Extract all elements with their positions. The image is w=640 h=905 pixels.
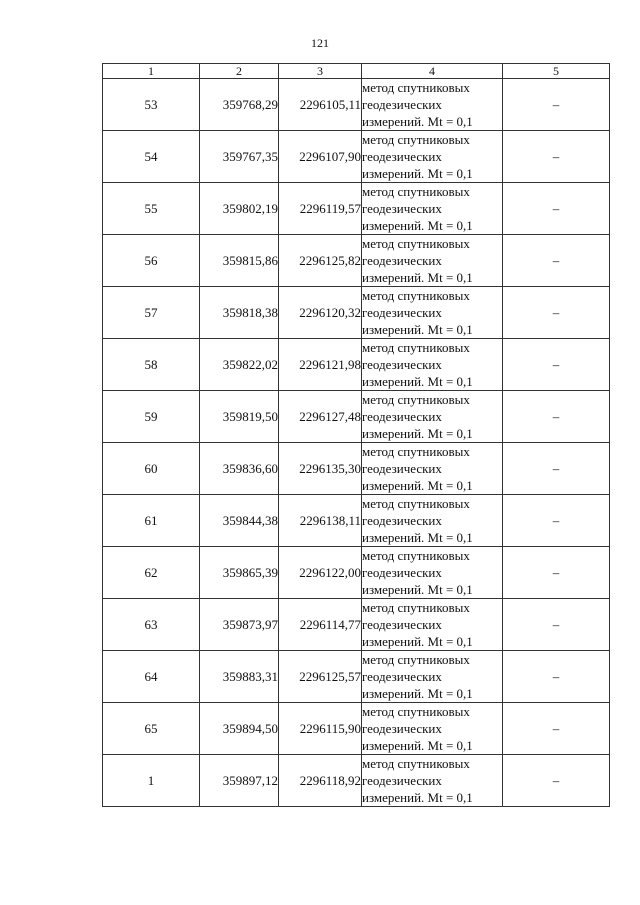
method-description-cell [362, 703, 503, 755]
coordinates-table [102, 63, 610, 807]
x-coordinate-cell: 359844,38 [200, 495, 279, 547]
method-description-line: геодезических [362, 305, 442, 320]
method-description-line: измерений. Mt = 0,1 [362, 426, 473, 441]
x-coordinate-cell: 359802,19 [200, 183, 279, 235]
point-number-cell: 56 [103, 235, 200, 287]
method-description-cell [362, 495, 503, 547]
method-description-line: измерений. Mt = 0,1 [362, 166, 473, 181]
note-cell: – [503, 547, 610, 599]
x-coordinate-cell: 359865,39 [200, 547, 279, 599]
x-coordinate-cell: 359767,35 [200, 131, 279, 183]
y-coordinate-cell: 2296125,57 [279, 651, 362, 703]
header-col-1: 1 [103, 64, 200, 79]
method-description-cell [362, 287, 503, 339]
point-number-cell: 54 [103, 131, 200, 183]
header-col-5: 5 [503, 64, 610, 79]
method-description-cell [362, 131, 503, 183]
note-cell: – [503, 495, 610, 547]
method-description-line: метод спутниковых [362, 184, 470, 199]
method-description-cell [362, 183, 503, 235]
method-description-line: измерений. Mt = 0,1 [362, 686, 473, 701]
method-description-line: измерений. Mt = 0,1 [362, 530, 473, 545]
method-description-line: геодезических [362, 461, 442, 476]
method-description-cell [362, 755, 503, 807]
method-description-line: метод спутниковых [362, 756, 470, 771]
method-description-line: метод спутниковых [362, 236, 470, 251]
header-col-4: 4 [362, 64, 503, 79]
method-description-line: измерений. Mt = 0,1 [362, 738, 473, 753]
table-row [103, 443, 610, 495]
y-coordinate-cell: 2296127,48 [279, 391, 362, 443]
point-number-cell: 60 [103, 443, 200, 495]
note-cell: – [503, 235, 610, 287]
method-description-line: измерений. Mt = 0,1 [362, 582, 473, 597]
table-row [103, 495, 610, 547]
y-coordinate-cell: 2296135,30 [279, 443, 362, 495]
table-row [103, 287, 610, 339]
method-description-line: геодезических [362, 253, 442, 268]
method-description-line: геодезических [362, 721, 442, 736]
method-description-line: метод спутниковых [362, 704, 470, 719]
table-row [103, 755, 610, 807]
header-col-2: 2 [200, 64, 279, 79]
point-number-cell: 59 [103, 391, 200, 443]
method-description-line: измерений. Mt = 0,1 [362, 634, 473, 649]
table-row [103, 339, 610, 391]
point-number-cell: 63 [103, 599, 200, 651]
table-row [103, 131, 610, 183]
x-coordinate-cell: 359897,12 [200, 755, 279, 807]
y-coordinate-cell: 2296114,77 [279, 599, 362, 651]
y-coordinate-cell: 2296122,00 [279, 547, 362, 599]
y-coordinate-cell: 2296138,11 [279, 495, 362, 547]
method-description-cell [362, 547, 503, 599]
y-coordinate-cell: 2296120,32 [279, 287, 362, 339]
method-description-line: метод спутниковых [362, 496, 470, 511]
x-coordinate-cell: 359768,29 [200, 79, 279, 131]
table-row [103, 599, 610, 651]
x-coordinate-cell: 359819,50 [200, 391, 279, 443]
x-coordinate-cell: 359815,86 [200, 235, 279, 287]
table-row [103, 183, 610, 235]
method-description-line: геодезических [362, 617, 442, 632]
header-col-3: 3 [279, 64, 362, 79]
method-description-line: геодезических [362, 201, 442, 216]
note-cell: – [503, 651, 610, 703]
coordinates-table-body [103, 64, 610, 807]
method-description-line: метод спутниковых [362, 600, 470, 615]
method-description-line: метод спутниковых [362, 288, 470, 303]
method-description-cell [362, 651, 503, 703]
y-coordinate-cell: 2296119,57 [279, 183, 362, 235]
table-row [103, 79, 610, 131]
y-coordinate-cell: 2296118,92 [279, 755, 362, 807]
point-number-cell: 58 [103, 339, 200, 391]
table-row [103, 391, 610, 443]
note-cell: – [503, 703, 610, 755]
x-coordinate-cell: 359822,02 [200, 339, 279, 391]
method-description-line: метод спутниковых [362, 132, 470, 147]
method-description-line: метод спутниковых [362, 80, 470, 95]
method-description-cell [362, 339, 503, 391]
note-cell: – [503, 443, 610, 495]
method-description-line: метод спутниковых [362, 392, 470, 407]
method-description-cell [362, 599, 503, 651]
note-cell: – [503, 79, 610, 131]
table-row [103, 547, 610, 599]
method-description-cell [362, 391, 503, 443]
note-cell: – [503, 287, 610, 339]
note-cell: – [503, 183, 610, 235]
method-description-line: геодезических [362, 669, 442, 684]
y-coordinate-cell: 2296121,98 [279, 339, 362, 391]
x-coordinate-cell: 359883,31 [200, 651, 279, 703]
method-description-line: измерений. Mt = 0,1 [362, 478, 473, 493]
point-number-cell: 57 [103, 287, 200, 339]
method-description-line: метод спутниковых [362, 652, 470, 667]
table-row [103, 235, 610, 287]
method-description-cell [362, 443, 503, 495]
method-description-line: измерений. Mt = 0,1 [362, 374, 473, 389]
point-number-cell: 55 [103, 183, 200, 235]
note-cell: – [503, 755, 610, 807]
method-description-line: геодезических [362, 97, 442, 112]
table-row [103, 651, 610, 703]
y-coordinate-cell: 2296105,11 [279, 79, 362, 131]
y-coordinate-cell: 2296107,90 [279, 131, 362, 183]
method-description-line: геодезических [362, 409, 442, 424]
y-coordinate-cell: 2296125,82 [279, 235, 362, 287]
method-description-line: измерений. Mt = 0,1 [362, 114, 473, 129]
method-description-line: геодезических [362, 357, 442, 372]
method-description-line: измерений. Mt = 0,1 [362, 270, 473, 285]
note-cell: – [503, 599, 610, 651]
method-description-line: измерений. Mt = 0,1 [362, 322, 473, 337]
point-number-cell: 61 [103, 495, 200, 547]
point-number-cell: 53 [103, 79, 200, 131]
point-number-cell: 65 [103, 703, 200, 755]
point-number-cell: 64 [103, 651, 200, 703]
y-coordinate-cell: 2296115,90 [279, 703, 362, 755]
note-cell: – [503, 131, 610, 183]
method-description-cell [362, 235, 503, 287]
page-number: 121 [311, 36, 329, 50]
method-description-line: метод спутниковых [362, 548, 470, 563]
note-cell: – [503, 339, 610, 391]
method-description-line: геодезических [362, 513, 442, 528]
table-row [103, 703, 610, 755]
x-coordinate-cell: 359894,50 [200, 703, 279, 755]
method-description-cell [362, 79, 503, 131]
table-header-row [103, 64, 610, 79]
point-number-cell: 1 [103, 755, 200, 807]
x-coordinate-cell: 359873,97 [200, 599, 279, 651]
method-description-line: измерений. Mt = 0,1 [362, 790, 473, 805]
x-coordinate-cell: 359818,38 [200, 287, 279, 339]
note-cell: – [503, 391, 610, 443]
method-description-line: измерений. Mt = 0,1 [362, 218, 473, 233]
x-coordinate-cell: 359836,60 [200, 443, 279, 495]
method-description-line: геодезических [362, 565, 442, 580]
method-description-line: геодезических [362, 149, 442, 164]
method-description-line: метод спутниковых [362, 444, 470, 459]
method-description-line: геодезических [362, 773, 442, 788]
method-description-line: метод спутниковых [362, 340, 470, 355]
point-number-cell: 62 [103, 547, 200, 599]
